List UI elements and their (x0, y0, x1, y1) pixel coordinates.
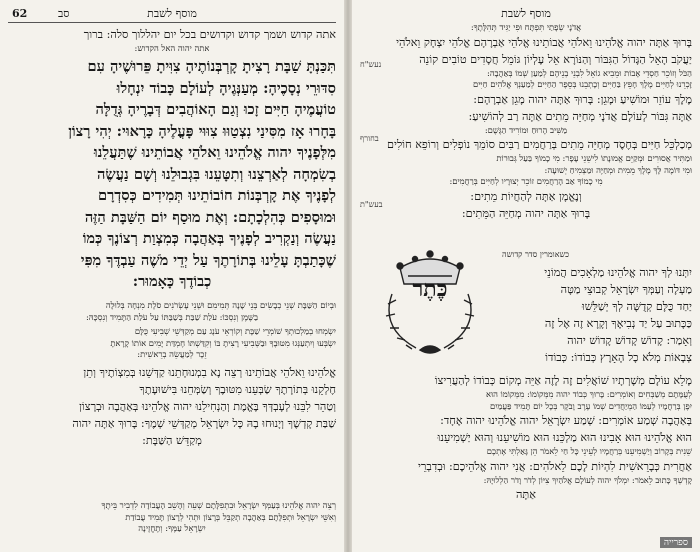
main-text-line: סִדּוּרֵי נְסָכֶיהָ: מְעַנְּגֶיהָ לְעוֹלָם כָּבוֹד יִנְחָלוּ (116, 79, 336, 97)
left-closing-block (8, 500, 336, 535)
amidah-line: זָכְרֵנוּ לְחַיִּים מֶלֶךְ חָפֵץ בַּחַיִּים וְכָתְבֵנוּ בְּסֵפֶר הַחַיִּים לְמַעַנְךָ אֱלֹהִים חַיִּים (473, 79, 692, 89)
amidah-line: יַעֲקֹב הָאֵל הַגָּדוֹל הַגִּבּוֹר וְהַנּוֹרָא אֵל עֶלְיוֹן גּוֹמֵל חֲסָדִים טוֹבִים קוֹנֵה (419, 52, 692, 66)
amidah-line: אֲדֹנָי שְׂפָתַי תִּפְתָּח וּפִי יַגִּיד תְּהִלָּתֶךָ: (470, 22, 582, 32)
right-page (352, 0, 700, 552)
verse-line: מְקַדֵּשׁ הַשַּׁבָּת: (142, 433, 202, 447)
left-intro-line: אתה קדוש ושמך קדוש וקדושים בכל יום יהללוך סלה: ברוך (83, 28, 336, 41)
side-note: בחורף (360, 134, 379, 143)
right-bottom-text (360, 372, 692, 503)
library-watermark: ספרייה (660, 537, 692, 548)
kedusha-line: וְאָמַר: קָדוֹשׁ קָדוֹשׁ קָדוֹשׁ יהוה (567, 334, 692, 347)
main-text-line: תִּכַּנְתָּ שַׁבָּת רָצִיתָ קָרְבְּנוֹתֶיהָ צִוִּיתָ פֵּרוּשֶׁיהָ עִם (87, 58, 336, 75)
verse-line: וּבְיוֹם הַשַּׁבָּת שְׁנֵי כְבָשִׂים בְּנֵי שָׁנָה תְּמִימִם וּשְׁנֵי עֶשְׂרֹנִים סֹלֶת מִנְחָה בְּלוּלָה (105, 300, 336, 310)
kedusha-continuation-line: קָדְשְׁךָ כָּתוּב לֵאמֹר: יִמְלֹךְ יהוה לְעוֹלָם אֱלֹהַיִךְ צִיּוֹן לְדֹר וָדֹר הַלְלוּיָהּ: (483, 474, 692, 485)
right-header-title: מוסף לשבת (501, 7, 551, 20)
main-text-line: טוֹעֲמֶיהָ חַיִּים זָכוּ וְגַם הָאוֹהֲבִים דְּבָרֶיהָ גְּדֻלָּה (95, 101, 336, 118)
kedusha-beside-text (494, 264, 692, 366)
kedusha-continuation-line: יִפֶן בְּרַחֲמָיו לְעַמּוֹ הַמְיַחֲדִים שְׁמוֹ עֶרֶב וָבֹקֶר בְּכָל יוֹם תָּמִיד פַּעֲמַיִם (489, 400, 692, 411)
left-intro-line: אתה יהוה האל הקדוש: (134, 43, 210, 53)
verse-line: אֱלֹהֵינוּ וֵאלֹהֵי אֲבוֹתֵינוּ רְצֵה נָא בִמְנוּחָתֵנוּ קַדְּשֵׁנוּ בְּמִצְוֹתֶיךָ וְתֵן (83, 365, 336, 379)
left-header-letters: סב (58, 7, 70, 20)
kedusha-line: כַּכָּתוּב עַל יַד נְבִיאֶךָ וְקָרָא זֶה אֶל זֶה (544, 317, 692, 330)
kedusha-continuation-line: אַחֲרִית כְּבָרֵאשִׁית לִהְיוֹת לָכֶם לֵאלֹהִים: אֲנִי יהוה אֱלֹהֵיכֶם: וּבְדִבְרֵי (418, 459, 692, 473)
verse-line: וְטַהֵר לִבֵּנוּ לְעָבְדְּךָ בֶּאֱמֶת וְהַנְחִילֵנוּ יהוה אֱלֹהֵינוּ בְּאַהֲבָה וּבְרָצוֹן (79, 399, 336, 413)
kedusha-continuation-line: לְעֻמָּתָם מְשַׁבְּחִים וְאוֹמְרִים: בָּרוּךְ כְּבוֹד יהוה מִמְּקוֹמוֹ: מִמְּקוֹמוֹ הוּא (485, 389, 692, 399)
main-text-line: נַעֲשֶׂה וְנַקְרִיב לְפָנֶיךָ בְּאַהֲבָה כְּמִצְוַת רְצוֹנֶךָ כְּמוֹ (82, 230, 336, 247)
amidah-line: מִי כָמוֹךָ אַב הָרַחֲמִים זוֹכֵר יְצוּרָיו לְחַיִּים בְּרַחֲמִים: (449, 176, 603, 186)
main-text-line: בָּחָרוּ אָז מִסִּינַי נִצְטַוּוּ צִוּוּי פָּעֳלֶיהָ כָּרָאוּי: יְהִי רָצוֹן (68, 122, 336, 140)
verse-line: שַׁבַּת קָדְשֶׁךָ וְיָנוּחוּ בָהּ כָּל יִשְׂרָאֵל מְקַדְּשֵׁי שְׁמֶךָ: בָּרוּךְ אַתָּה יהוה (72, 416, 336, 430)
right-top-text (360, 22, 692, 222)
closing-line: וְאִשֵּׁי יִשְׂרָאֵל וּתְפִלָּתָם בְּאַהֲבָה תְקַבֵּל בְּרָצוֹן וּתְהִי לְרָצוֹן תָּמִיד עֲבוֹדַת (125, 511, 336, 522)
kedusha-line: יַחַד כֻּלָּם קְדֻשָּׁה לְךָ יְשַׁלֵּשׁוּ (581, 300, 692, 313)
amidah-line: אַתָּה גִּבּוֹר לְעוֹלָם אֲדֹנָי מְחַיֵּה מֵתִים אַתָּה רַב לְהוֹשִׁיעַ: (468, 109, 692, 123)
left-header-title: מוסף לשבת (147, 7, 197, 20)
side-note: נעש"ח (360, 60, 382, 69)
closing-line: רְצֵה יהוה אֱלֹהֵינוּ בְּעַמְּךָ יִשְׂרָאֵל וּבִתְפִלָּתָם שְׁעֵה וְהָשֵׁב הָעֲבוֹדָה לִדְבִיר בֵּיתֶךָ (101, 500, 336, 510)
kedusha-continuation-line: הוּא אֱלֹהֵינוּ הוּא אָבִינוּ הוּא מַלְכֵּנוּ הוּא מוֹשִׁיעֵנוּ וְהוּא יַשְׁמִיעֵנוּ (437, 431, 692, 444)
amidah-line: הַכֹּל וְזוֹכֵר חַסְדֵי אָבוֹת וּמֵבִיא גוֹאֵל לִבְנֵי בְנֵיהֶם לְמַעַן שְׁמוֹ בְּאַהֲבָה: (487, 67, 692, 78)
main-text-line: שֶׁכָּתַבְתָּ עָלֵינוּ בְּתוֹרָתֶךָ עַל יְדֵי מֹשֶׁה עַבְדֶּךָ מִפִּי (80, 251, 336, 269)
amidah-line: וּמַתִּיר אֲסוּרִים וּמְקַיֵּם אֱמוּנָתוֹ לִישֵׁנֵי עָפָר: מִי כָמוֹךָ בַּעַל גְּבוּרוֹת (496, 153, 692, 163)
book-gutter (344, 0, 352, 552)
right-page-header (360, 6, 692, 22)
amidah-line: מֶלֶךְ עוֹזֵר וּמוֹשִׁיעַ וּמָגֵן: בָּרוּךְ אַתָּה יהוה מָגֵן אַבְרָהָם: (473, 92, 692, 106)
amidah-line: בָּרוּךְ אַתָּה יהוה אֱלֹהֵינוּ וֵאלֹהֵי אֲבוֹתֵינוּ אֱלֹהֵי אַבְרָהָם אֱלֹהֵי יִצְחָק וֵאלֹהֵי (396, 35, 692, 49)
verse-line: יִשְׂבְּעוּ וְיִתְעַנְּגוּ מִטּוּבֶךָ וּבַשְּׁבִיעִי רָצִיתָ בּוֹ וְקִדַּשְׁתּוֹ חֶמְדַּת יָמִים אוֹתוֹ קָרָאתָ (110, 337, 336, 348)
left-main-text (8, 56, 336, 293)
kedusha-line: יִתְּנוּ לְךָ יהוה אֱלֹהֵינוּ מַלְאָכִים הֲמוֹנֵי (544, 266, 692, 279)
verse-line: חֶלְקֵנוּ בְּתוֹרָתֶךָ שַׂבְּעֵנוּ מִטּוּבֶךָ וְשַׂמְּחֵנוּ בִּישׁוּעָתֶךָ (139, 382, 336, 396)
amidah-line: מַשִּׁיב הָרוּחַ וּמוֹרִיד הַגֶּשֶׁם: (484, 124, 568, 135)
verse-line: יִשְׂמְחוּ בְמַלְכוּתְךָ שׁוֹמְרֵי שַׁבָּת וְקוֹרְאֵי עֹנֶג עַם מְקַדְּשֵׁי שְׁבִיעִי כֻּלָּם (134, 326, 336, 336)
amidah-line: וְנֶאֱמָן אַתָּה לְהַחֲיוֹת מֵתִים: (470, 189, 582, 203)
main-text-line: בְשִׂמְחָה לְאַרְצֵנוּ וְתִטָּעֵנוּ בִּגְבוּלֵנוּ וְשָׁם נַעֲשֶׂה (97, 165, 336, 183)
side-note: בעש"ת (360, 200, 383, 209)
main-text-line: לְפָנֶיךָ אֶת קָרְבְּנוֹת חוֹבוֹתֵינוּ תְּמִידִים כְּסִדְרָם (98, 187, 336, 204)
left-page-number: 62 (12, 7, 28, 20)
kedusha-continuation-line: מָלֵא עוֹלָם מְשָׁרְתָיו שׁוֹאֲלִים זֶה לָזֶה אַיֵּה מְקוֹם כְּבוֹדוֹ לְהַעֲרִיצוֹ (434, 374, 692, 387)
main-text-line: וּמוּסָפִים כְּהִלְכָתָם: וְאֶת מוּסַף יוֹם הַשַּׁבָּת הַזֶּה (84, 208, 336, 226)
closing-line: יִשְׂרָאֵל עַמֶּךָ: וְתֶחֱזֶינָה (138, 523, 206, 533)
main-text-line: מִלְּפָנֶיךָ יהוה אֱלֹהֵינוּ וֵאלֹהֵי אֲבוֹתֵינוּ שֶׁתַּעֲלֵנוּ (93, 144, 336, 161)
left-verse-block (8, 300, 336, 449)
verse-line: בַשֶּׁמֶן וְנִסְכּוֹ: עֹלַת שַׁבַּת בְּשַׁבַּתּוֹ עַל עֹלַת הַתָּמִיד וְנִסְכָּהּ: (85, 311, 259, 322)
kedusha-continuation-line: אַתָּה (516, 488, 536, 501)
main-text-line: כְבוֹדֶךָ כָּאָמוּר: (132, 273, 212, 290)
verse-line: זֵכֶר לְמַעֲשֵׂה בְרֵאשִׁית: (137, 349, 207, 359)
left-page (0, 0, 344, 552)
left-intro (8, 26, 336, 55)
kedusha-line: מַעְלָה וְעַמְּךָ יִשְׂרָאֵל קְבוּצֵי מַטָּה (560, 283, 692, 296)
kedusha-note: כשאומרין סדר קדושה (502, 250, 570, 259)
amidah-line: וּמִי דּוֹמֶה לָּךְ מֶלֶךְ מֵמִית וּמְחַיֶּה וּמַצְמִיחַ יְשׁוּעָה: (544, 164, 692, 175)
kedusha-continuation-line: בְּאַהֲבָה שְׁמַע אוֹמְרִים: שְׁמַע יִשְׂרָאֵל יהוה אֱלֹהֵינוּ יהוה אֶחָד: (440, 414, 692, 427)
left-page-header (8, 6, 336, 23)
keter-word: כֶּתֶר (412, 276, 448, 302)
amidah-line: בָּרוּךְ אַתָּה יהוה מְחַיֵּה הַמֵּתִים: (461, 206, 591, 220)
amidah-line: מְכַלְכֵּל חַיִּים בְּחֶסֶד מְחַיֵּה מֵתִים בְּרַחֲמִים רַבִּים סוֹמֵךְ נוֹפְלִים וְרוֹפֵא חוֹלִים (387, 138, 692, 151)
kedusha-continuation-line: שֵׁנִית בְּקָרוֹב וְיַשְׁמִיעֵנוּ בְּרַחֲמָיו לְעֵינֵי כָּל חַי לֵאמֹר הֵן גָּאַלְתִּי אֶתְכֶם (486, 446, 692, 456)
kedusha-line: צְבָאוֹת מְלֹא כָל הָאָרֶץ כְּבוֹדוֹ: כְּבוֹדוֹ (545, 351, 692, 364)
